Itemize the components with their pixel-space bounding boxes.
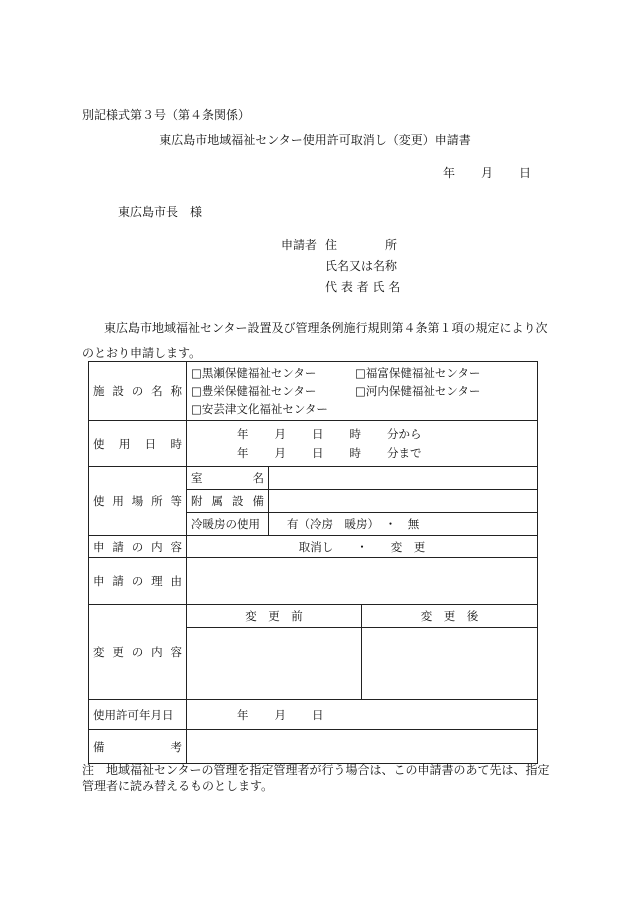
application-table <box>88 361 538 764</box>
usage-datetime-row <box>89 421 538 467</box>
date-month: 月 <box>481 166 494 180</box>
date-day: 日 <box>519 166 532 180</box>
room-label: 室 名 <box>187 467 269 490</box>
applicant-representative: 代 表 者 氏 名 <box>325 280 401 294</box>
usage-from: 年 月 日 時 分から <box>237 426 422 441</box>
form-id: 別記様式第３号（第４条関係） <box>82 108 251 122</box>
change-content-label: 変更の内容 <box>89 605 187 700</box>
footnote: 注 地域福祉センターの管理を指定管理者が行う場合は、この申請書のあて先は、指定管理者に読み替えるものとします。 <box>82 763 550 793</box>
request-reason-field[interactable] <box>187 558 538 605</box>
facility-option-akitsu[interactable]: □安芸津文化福祉センター <box>191 402 328 416</box>
facility-options <box>187 362 538 421</box>
change-before-field[interactable] <box>187 628 362 700</box>
usage-datetime-value[interactable] <box>187 421 538 467</box>
date-year: 年 <box>443 166 456 180</box>
applicant-block <box>281 236 441 296</box>
statement: 東広島市地域福祉センター設置及び管理条例施行規則第４条第１項の規定により次のとおり申請します。 <box>82 321 548 360</box>
facility-option-kurose[interactable]: □黒瀬保健福祉センター <box>191 366 317 380</box>
change-before-header: 変 更 前 <box>187 605 362 628</box>
room-field[interactable] <box>269 467 538 490</box>
addressee: 東広島市長 様 <box>118 205 203 219</box>
room-row <box>89 467 538 490</box>
request-reason-label: 申請の理由 <box>89 558 187 605</box>
facility-label: 施設の名称 <box>89 362 187 421</box>
permit-date-label: 使用許可年月日 <box>89 700 187 730</box>
permit-date-row <box>89 700 538 730</box>
applicant-name: 氏名又は名称 <box>325 259 398 273</box>
facility-option-kouchi[interactable]: □河内保健福祉センター <box>355 384 481 398</box>
remarks-row <box>89 730 538 764</box>
aircon-label: 冷暖房の使用 <box>187 513 269 536</box>
permit-date-value[interactable]: 年 月 日 <box>187 700 538 730</box>
usage-to: 年 月 日 時 分まで <box>237 445 422 460</box>
request-content-label: 申請の内容 <box>89 536 187 558</box>
date-line <box>443 164 531 181</box>
equipment-field[interactable] <box>269 490 538 513</box>
remarks-label: 備考 <box>89 730 187 764</box>
usage-place-label: 使用場所等 <box>89 467 187 536</box>
remarks-field[interactable] <box>187 730 538 764</box>
facility-row <box>89 362 538 421</box>
request-content-choice[interactable]: 取消し ・ 変 更 <box>187 536 538 558</box>
request-content-row <box>89 536 538 558</box>
facility-option-toyosaka[interactable]: □豊栄保健福祉センター <box>191 384 317 398</box>
facility-option-fukutomi[interactable]: □福富保健福祉センター <box>355 366 481 380</box>
applicant-label: 申請者 <box>281 238 318 252</box>
page-title: 東広島市地域福祉センター使用許可取消し（変更）申請書 <box>159 133 471 147</box>
request-reason-row <box>89 558 538 605</box>
aircon-choice[interactable]: 有（冷房 暖房） ・ 無 <box>269 513 538 536</box>
usage-datetime-label: 使用日時 <box>89 421 187 467</box>
equipment-label: 附属設備 <box>187 490 269 513</box>
change-after-header: 変 更 後 <box>362 605 538 628</box>
change-header-row <box>89 605 538 628</box>
change-after-field[interactable] <box>362 628 538 700</box>
applicant-address: 住 所 <box>325 238 398 252</box>
